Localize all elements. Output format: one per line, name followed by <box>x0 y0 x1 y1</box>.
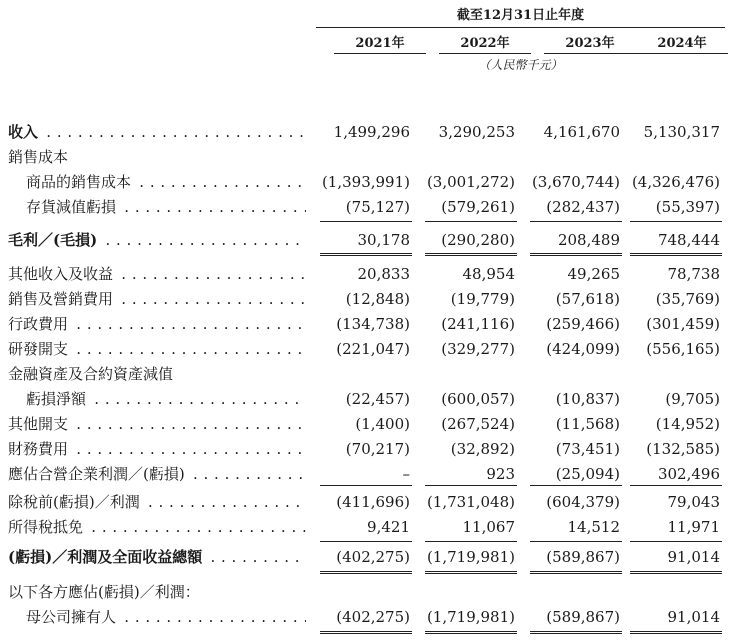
single-rule <box>630 485 722 486</box>
single-rule <box>320 485 412 486</box>
row-label-text: 銷售及營銷費用 <box>8 290 116 308</box>
cell-value: 1,499,296 <box>333 123 410 141</box>
cell-value: (35,769) <box>655 290 720 308</box>
row-label-text: 其他開支 <box>8 415 71 433</box>
row-label-text: 虧損淨額 <box>26 390 89 408</box>
table-row <box>0 120 729 144</box>
single-rule <box>630 541 722 542</box>
cell-value: 748,444 <box>657 231 720 249</box>
row-label-text: 財務費用 <box>8 440 71 458</box>
row-label <box>8 490 306 514</box>
row-label <box>8 362 306 386</box>
year-header-2022: 2022年 <box>439 32 531 54</box>
row-label-text: 商品的銷售成本 <box>26 173 134 191</box>
cell-value: 11,971 <box>667 518 720 536</box>
cell-value: (604,379) <box>546 493 620 511</box>
cell-value: (579,261) <box>441 198 515 216</box>
row-label <box>8 412 306 436</box>
cell-value: 11,067 <box>462 518 515 536</box>
row-label <box>8 337 306 361</box>
double-rule <box>425 631 517 634</box>
period-header: 截至12月31日止年度 <box>316 4 725 28</box>
table-row <box>0 312 729 336</box>
double-rule <box>630 631 722 634</box>
row-label-text: 其他收入及收益 <box>8 265 116 283</box>
cell-value: 14,512 <box>567 518 620 536</box>
cell-value: 30,178 <box>357 231 410 249</box>
row-label <box>8 287 306 311</box>
table-row <box>0 362 729 386</box>
row-label <box>26 605 306 629</box>
cell-value: 48,954 <box>462 265 515 283</box>
table-row <box>0 490 729 514</box>
cell-value: 9,421 <box>367 518 410 536</box>
row-label <box>8 120 306 144</box>
row-label-text: 以下各方應佔(虧損)／利潤： <box>8 583 203 601</box>
cell-value: (402,275) <box>336 608 410 626</box>
row-label-text: 應佔合營企業利潤／(虧損) <box>8 465 188 483</box>
table-row <box>0 195 729 219</box>
double-rule <box>320 631 412 634</box>
cell-value: 91,014 <box>667 608 720 626</box>
row-label-text: 存貨減值虧損 <box>26 198 119 216</box>
year-header-2024: 2024年 <box>636 32 728 54</box>
cell-value: (329,277) <box>441 340 515 358</box>
row-label-text: 金融資產及合約資產減值 <box>8 365 176 383</box>
row-label-text: 所得稅抵免 <box>8 518 86 536</box>
cell-value: (1,719,981) <box>426 608 515 626</box>
row-label <box>8 262 306 286</box>
row-label <box>26 195 306 219</box>
table-row <box>0 145 729 169</box>
cell-value: (411,696) <box>336 493 410 511</box>
cell-value: (241,116) <box>441 315 515 333</box>
row-label <box>8 228 306 252</box>
cell-value: (12,848) <box>345 290 410 308</box>
cell-value: 5,130,317 <box>643 123 720 141</box>
single-rule <box>320 221 412 222</box>
cell-value: 4,161,670 <box>543 123 620 141</box>
cell-value: 91,014 <box>667 548 720 566</box>
row-label-text: 行政費用 <box>8 315 71 333</box>
cell-value: (267,524) <box>441 415 515 433</box>
table-row <box>0 545 729 569</box>
row-label <box>8 312 306 336</box>
cell-value: (556,165) <box>646 340 720 358</box>
row-label <box>8 145 306 169</box>
table-row <box>0 515 729 539</box>
cell-value: 923 <box>486 465 515 483</box>
cell-value: (1,731,048) <box>426 493 515 511</box>
table-row <box>0 287 729 311</box>
row-label <box>8 462 306 486</box>
single-rule <box>530 485 622 486</box>
cell-value: 208,489 <box>557 231 620 249</box>
double-rule <box>630 253 722 256</box>
year-headers <box>316 32 729 54</box>
row-label-text: 除稅前(虧損)／利潤 <box>8 493 143 511</box>
cell-value: (402,275) <box>336 548 410 566</box>
table-row <box>0 170 729 194</box>
cell-value: 302,496 <box>657 465 720 483</box>
cell-value: 79,043 <box>667 493 720 511</box>
double-rule <box>530 571 622 574</box>
row-label-text: 毛利／(毛損) <box>8 231 100 249</box>
cell-value: (259,466) <box>546 315 620 333</box>
cell-value: (10,837) <box>555 390 620 408</box>
cell-value: 3,290,253 <box>438 123 515 141</box>
table-row <box>0 262 729 286</box>
single-rule <box>425 485 517 486</box>
single-rule <box>425 541 517 542</box>
cell-value: (221,047) <box>336 340 410 358</box>
cell-value: (290,280) <box>441 231 515 249</box>
table-row <box>0 337 729 361</box>
table-row <box>0 387 729 411</box>
row-label <box>26 170 306 194</box>
cell-value: (1,393,991) <box>321 173 410 191</box>
row-label <box>26 387 306 411</box>
double-rule <box>530 631 622 634</box>
double-rule <box>630 571 722 574</box>
table-row <box>0 580 729 604</box>
row-label-text: (虧損)／利潤及全面收益總額 <box>8 548 205 566</box>
cell-value: 49,265 <box>567 265 620 283</box>
cell-value: (70,217) <box>345 440 410 458</box>
cell-value: (282,437) <box>546 198 620 216</box>
row-label-text: 母公司擁有人 <box>26 608 119 626</box>
row-label-text: 銷售成本 <box>8 148 71 166</box>
row-label-text: 收入 <box>8 123 41 141</box>
double-rule <box>320 253 412 256</box>
double-rule <box>425 571 517 574</box>
table-row <box>0 605 729 629</box>
row-label <box>8 437 306 461</box>
double-rule <box>320 571 412 574</box>
single-rule <box>530 541 622 542</box>
cell-value: (14,952) <box>655 415 720 433</box>
year-header-2021: 2021年 <box>334 32 426 54</box>
cell-value: (424,099) <box>546 340 620 358</box>
cell-value: (3,670,744) <box>531 173 620 191</box>
cell-value: (1,400) <box>355 415 410 433</box>
row-label <box>8 515 306 539</box>
single-rule <box>630 221 722 222</box>
row-label <box>8 580 306 604</box>
cell-value: (589,867) <box>546 548 620 566</box>
cell-value: (57,618) <box>555 290 620 308</box>
cell-value: (301,459) <box>646 315 720 333</box>
cell-value: (11,568) <box>555 415 620 433</box>
cell-value: 78,738 <box>667 265 720 283</box>
table-row <box>0 228 729 252</box>
double-rule <box>530 253 622 256</box>
cell-value: (589,867) <box>546 608 620 626</box>
year-header-2023: 2023年 <box>544 32 636 54</box>
table-row <box>0 412 729 436</box>
double-rule <box>425 253 517 256</box>
single-rule <box>530 221 622 222</box>
table-row <box>0 462 729 486</box>
cell-value: (73,451) <box>555 440 620 458</box>
single-rule <box>320 541 412 542</box>
cell-value: (9,705) <box>665 390 720 408</box>
cell-value: (32,892) <box>450 440 515 458</box>
cell-value: 20,833 <box>357 265 410 283</box>
single-rule <box>425 221 517 222</box>
cell-value: (22,457) <box>345 390 410 408</box>
cell-value: (4,326,476) <box>631 173 720 191</box>
cell-value: (3,001,272) <box>426 173 515 191</box>
cell-value: (600,057) <box>441 390 515 408</box>
cell-value: (134,738) <box>336 315 410 333</box>
cell-value: (55,397) <box>655 198 720 216</box>
cell-value: – <box>402 465 410 483</box>
row-label-text: 研發開支 <box>8 340 71 358</box>
cell-value: (19,779) <box>450 290 515 308</box>
cell-value: (1,719,981) <box>426 548 515 566</box>
currency-unit-note: （人民幣千元） <box>478 58 563 72</box>
cell-value: (75,127) <box>345 198 410 216</box>
cell-value: (25,094) <box>555 465 620 483</box>
row-label <box>8 545 306 569</box>
cell-value: (132,585) <box>646 440 720 458</box>
table-row <box>0 437 729 461</box>
